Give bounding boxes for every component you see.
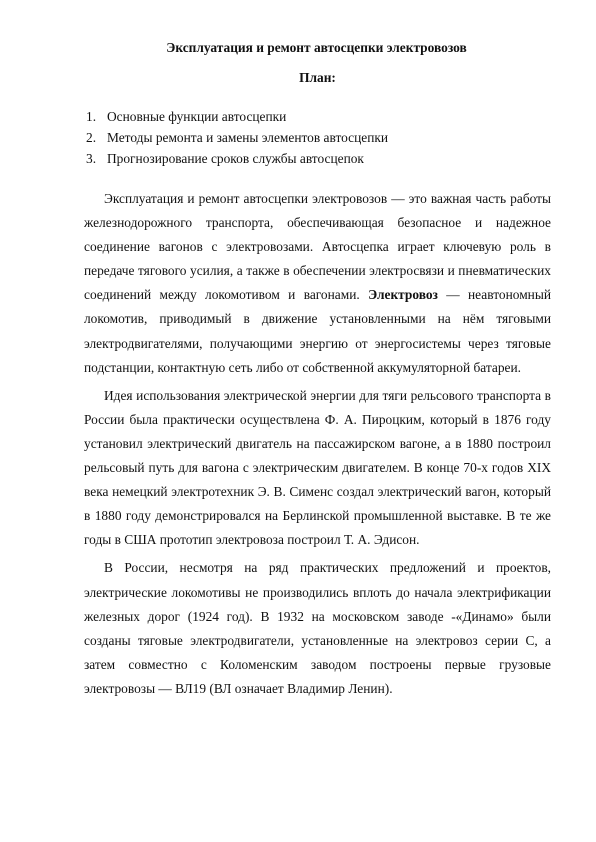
electric-locomotive-term: Электровоз — [368, 287, 438, 303]
plan-item-number: 3. — [86, 151, 97, 166]
plan-item-text: Основные функции автосцепки — [107, 109, 287, 124]
paragraph-intro — [84, 187, 551, 380]
paragraph-intro-text: Эксплуатация и ремонт автосцепки электровозов — это важная часть работы железнодорожного транспорта, обеспечивающая безопасное и надежное соединение вагонов с электровозами. Автосцепка играет ключевую роль в передаче тягового усилия, а также в обеспечении электросвязи и пневматических соединений между локомотивом и вагонами. — [84, 191, 551, 303]
plan-heading: План: — [299, 70, 336, 85]
plan-item — [84, 148, 551, 169]
plan-list — [84, 106, 551, 169]
plan-item — [84, 127, 551, 148]
paragraph-history: Идея использования электрической энергии для тяги рельсового транспорта в России была практически осуществлена Ф. А. Пироцким, который в 1876 году установил электрический двигатель на пассажирском вагоне, а в 1880 построил рельсовый путь для вагона с электрическим двигателем. В конце 70-х годов XIX века немецкий электротехник Э. В. Сименс создал электрический вагон, который в 1880 году демонстрировался на Берлинской промышленной выставке. В те же годы в США прототип электровоза построил Т. А. Эдисон. — [84, 387, 551, 548]
document-title: Эксплуатация и ремонт автосцепки электровозов — [166, 40, 467, 55]
plan-item — [84, 106, 551, 127]
paragraph-intro-definition: — неавтономный локомотив, приводимый в движение установленными на нём тяговыми электродвигателями, получающими энергию от энергосистемы через тяговые подстанции, контактную сеть либо от собственной аккумуляторной батареи. — [84, 287, 551, 375]
plan-item-number: 1. — [86, 109, 97, 124]
plan-item-text: Прогнозирование сроков службы автосцепок — [107, 151, 364, 166]
paragraph-russia: В России, несмотря на ряд практических предложений и проектов, электрические локомотивы не производились вплоть до начала электрификации железных дорог (1924 год). В 1932 на московском заводе -«Динамо» были созданы тяговые электродвигатели, установленные на электровоз серии С, а затем совместно с Коломенским заводом построены первые грузовые электровозы — ВЛ19 (ВЛ означает Владимир Ленин). — [84, 560, 551, 696]
plan-item-text: Методы ремонта и замены элементов автосцепки — [107, 130, 389, 145]
plan-item-number: 2. — [86, 130, 97, 145]
